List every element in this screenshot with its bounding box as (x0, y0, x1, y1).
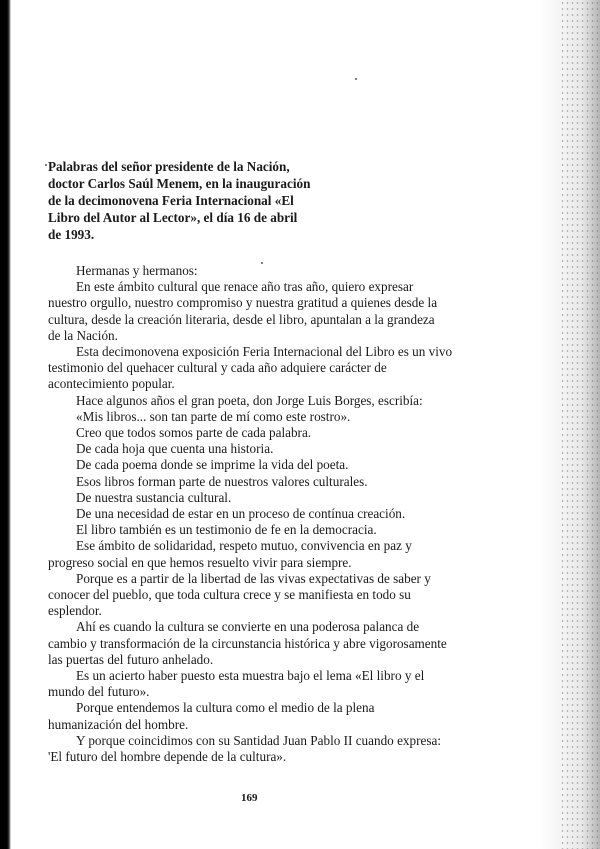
body-line: acontecimiento popular. (48, 376, 175, 392)
scan-speck (45, 164, 47, 166)
page-number: 169 (241, 792, 258, 804)
body-line: Creo que todos somos parte de cada palabra. (76, 425, 312, 441)
body-line: Y porque coincidimos con su Santidad Juan Pablo II cuando expresa: (76, 732, 442, 748)
body-line: cultura, desde la creación literaria, desde el libro, apuntalan a la grandeza (48, 311, 435, 327)
body-line: progreso social en que hemos resuelto vivir para siempre. (48, 554, 352, 570)
speech-body (48, 263, 468, 765)
body-line: las puertas del futuro anhelado. (48, 651, 214, 667)
body-line: Porque entendemos la cultura como el medio de la plena (76, 700, 375, 716)
body-line: conocer del pueblo, que toda cultura crece y se manifiesta en todo su (48, 587, 411, 603)
scan-speck (355, 78, 357, 80)
body-line: Ese ámbito de solidaridad, respeto mutuo, convivencia en paz y (76, 538, 412, 554)
body-line: 'El futuro del hombre depende de la cultura». (48, 749, 287, 765)
scan-left-edge (0, 0, 11, 849)
body-line: esplendor. (48, 603, 102, 619)
body-line: De cada hoja que cuenta una historia. (76, 441, 274, 457)
body-line: El libro también es un testimonio de fe en la democracia. (76, 522, 377, 538)
body-line: De una necesidad de estar en un proceso de contínua creación. (76, 506, 406, 522)
body-line: Porque es a partir de la libertad de las vivas expectativas de saber y (76, 570, 431, 586)
speech-heading (48, 158, 348, 243)
body-line: Hace algunos años el gran poeta, don Jorge Luis Borges, escribía: (76, 392, 423, 408)
body-line: De nuestra sustancia cultural. (76, 489, 232, 505)
body-line: Es un acierto haber puesto esta muestra bajo el lema «El libro y el (76, 668, 425, 684)
body-line: Ahí es cuando la cultura se convierte en una poderosa palanca de (76, 619, 420, 635)
scan-right-noise (560, 0, 600, 849)
body-line: humanización del hombre. (48, 716, 189, 732)
body-line: «Mis libros... son tan parte de mí como este rostro». (76, 408, 351, 424)
heading-line: Palabras del señor presidente de la Nación, (48, 159, 290, 174)
body-line: testimonio del quehacer cultural y cada año adquiere carácter de (48, 360, 387, 376)
body-line: De cada poema donde se imprime la vida del poeta. (76, 457, 349, 473)
body-line: mundo del futuro». (48, 684, 150, 700)
body-line: nuestro orgullo, nuestro compromiso y nuestra gratitud a quienes desde la (48, 295, 438, 311)
heading-line: doctor Carlos Saúl Menem, en la inauguración (48, 176, 311, 191)
heading-line: Libro del Autor al Lector», el día 16 de abril (48, 210, 298, 225)
body-line: En este ámbito cultural que renace año tras año, quiero expresar (76, 279, 414, 295)
body-line: Hermanas y hermanos: (76, 263, 198, 278)
body-line: Esos libros forman parte de nuestros valores culturales. (76, 473, 368, 489)
heading-line: de la decimonovena Feria Internacional «El (48, 193, 294, 208)
body-line: cambio y transformación de la circunstancia histórica y abre vigorosamente (48, 635, 447, 651)
body-line: de la Nación. (48, 327, 118, 343)
body-line: Esta decimonovena exposición Feria Internacional del Libro es un vivo (76, 344, 453, 360)
heading-line: de 1993. (48, 227, 95, 242)
